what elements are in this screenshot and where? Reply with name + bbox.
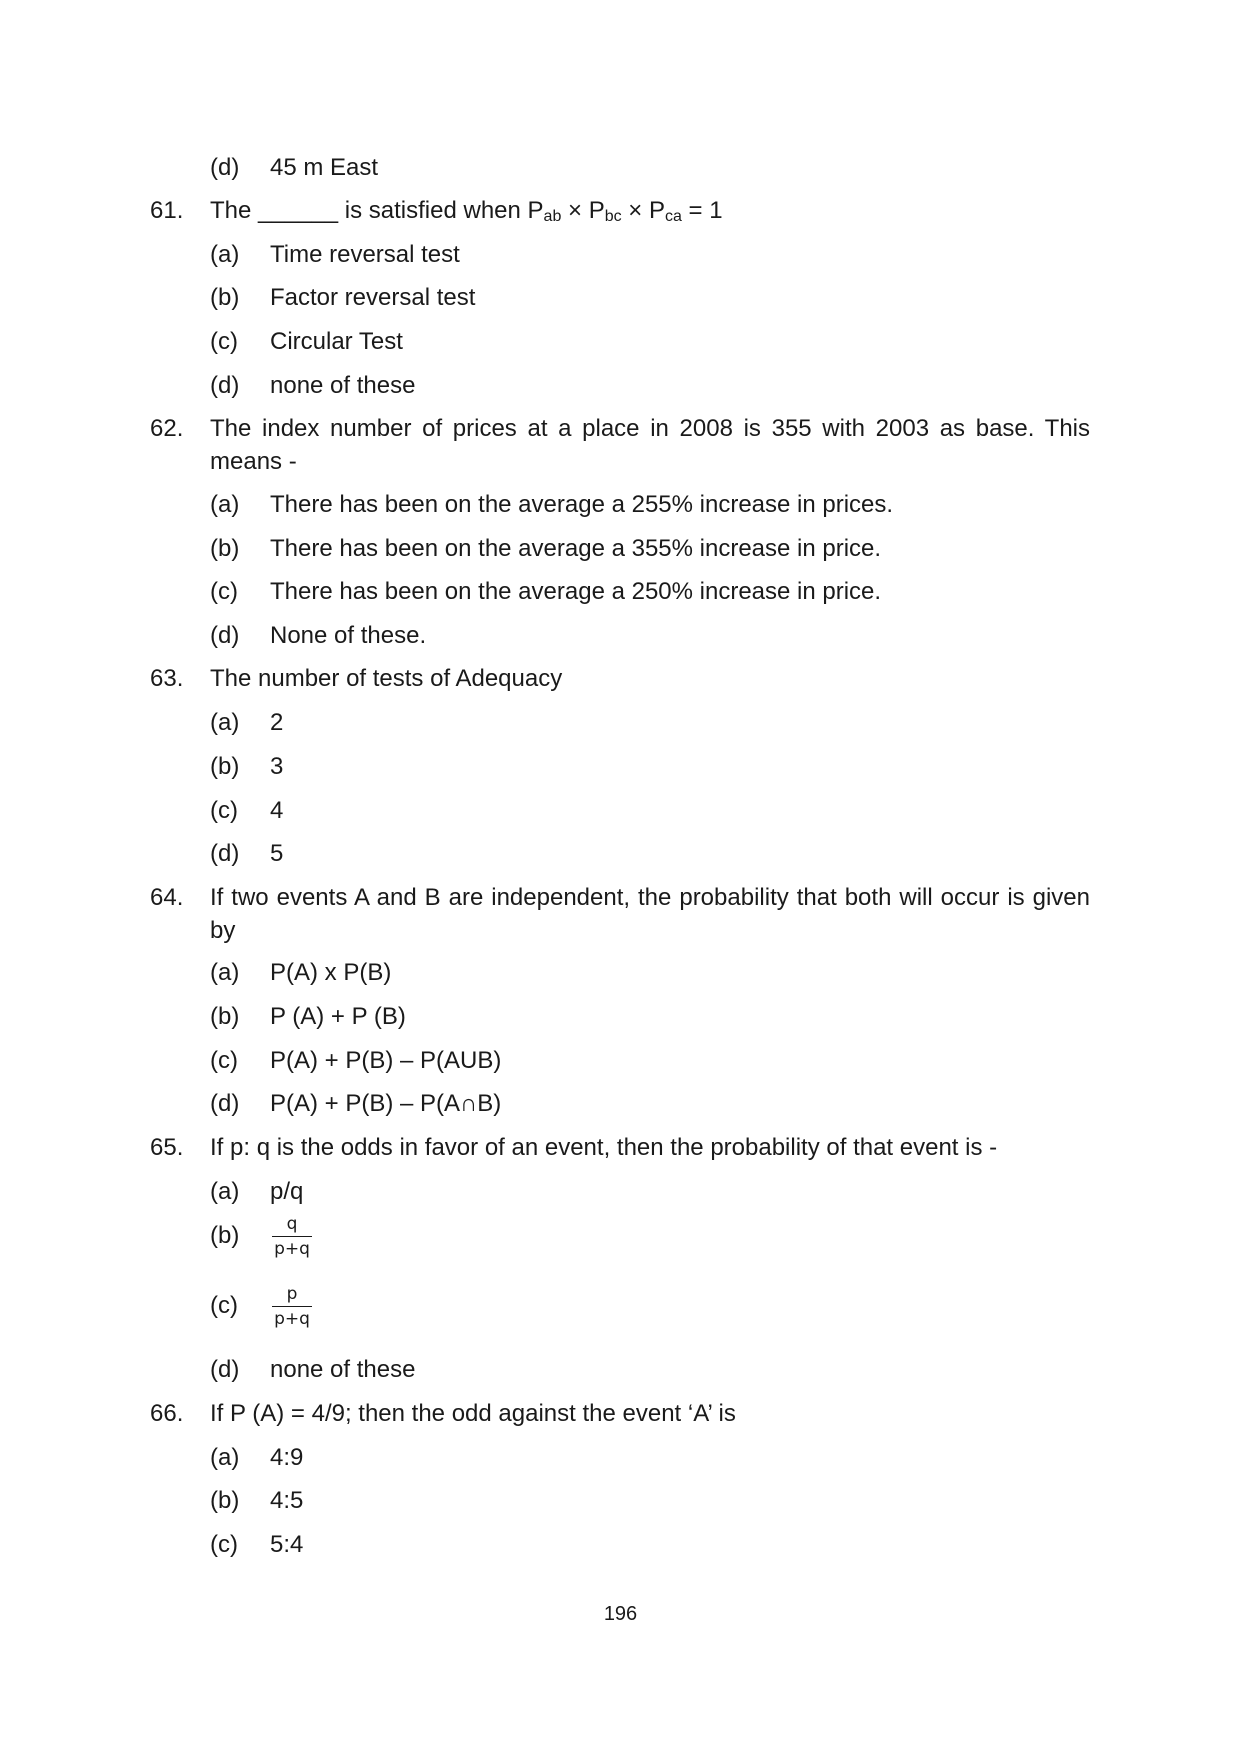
option-text: Factor reversal test (270, 284, 476, 311)
option-label: (d) (210, 1356, 240, 1383)
fraction-numerator: q (286, 1214, 298, 1234)
question-number: 65. (150, 1134, 184, 1161)
option-label: (b) (210, 284, 240, 311)
fraction (272, 1284, 312, 1329)
question-text: The number of tests of Adequacy (210, 665, 563, 692)
fraction (272, 1214, 312, 1259)
option-text: P (A) + P (B) (270, 1003, 406, 1030)
option-label: (d) (210, 372, 240, 399)
option-text: none of these (270, 372, 416, 399)
question-number: 66. (150, 1400, 184, 1427)
option-text: P(A) x P(B) (270, 959, 392, 986)
option-label: (b) (210, 1222, 240, 1249)
fraction-bar (272, 1306, 312, 1307)
question-text: If p: q is the odds in favor of an event, then the probability of that event is - (210, 1134, 998, 1161)
option-label: (c) (210, 328, 238, 355)
option-text: 3 (270, 753, 284, 780)
option-text: There has been on the average a 355% increase in price. (270, 535, 882, 562)
option-text: 2 (270, 709, 284, 736)
fraction-bar (272, 1236, 312, 1237)
option-label: (b) (210, 1487, 240, 1514)
question-number: 64. (150, 884, 184, 911)
option-text: P(A) + P(B) – P(AUB) (270, 1047, 502, 1074)
option-text: Time reversal test (270, 241, 460, 268)
question-text: The index number of prices at a place in 2008 is 355 with 2003 as base. This means - (210, 415, 1090, 475)
option-text: 45 m East (270, 154, 379, 181)
option-text: None of these. (270, 622, 427, 649)
option-label: (b) (210, 753, 240, 780)
option-text: There has been on the average a 255% increase in prices. (270, 491, 894, 518)
option-label: (d) (210, 1090, 240, 1117)
option-label: (b) (210, 535, 240, 562)
option-text: 4:9 (270, 1444, 304, 1471)
option-label: (b) (210, 1003, 240, 1030)
fraction-denominator: p+q (274, 1239, 310, 1259)
option-label: (a) (210, 1178, 240, 1205)
option-label: (a) (210, 491, 240, 518)
option-label: (c) (210, 1047, 238, 1074)
option-text: 5:4 (270, 1531, 304, 1558)
option-label: (c) (210, 1531, 238, 1558)
option-text: There has been on the average a 250% increase in price. (270, 578, 882, 605)
question-text: If two events A and B are independent, the probability that both will occur is given by (210, 884, 1090, 944)
option-label: (c) (210, 578, 238, 605)
option-label: (a) (210, 709, 240, 736)
question-number: 61. (150, 197, 184, 224)
question-text: If P (A) = 4/9; then the odd against the event ‘A’ is (210, 1400, 736, 1427)
option-text: 4 (270, 797, 284, 824)
option-label: (d) (210, 154, 240, 181)
option-text: none of these (270, 1356, 416, 1383)
option-label: (a) (210, 241, 240, 268)
option-label: (d) (210, 840, 240, 867)
page-number: 196 (603, 1603, 638, 1625)
option-text: 4:5 (270, 1487, 304, 1514)
option-text: p/q (270, 1178, 304, 1205)
option-label: (c) (210, 1292, 238, 1319)
question-text: The ______ is satisfied when Pab × Pbc × Pca = 1 (210, 197, 723, 225)
fraction-numerator: p (286, 1284, 298, 1304)
fraction-denominator: p+q (274, 1309, 310, 1329)
option-text: Circular Test (270, 328, 403, 355)
option-label: (a) (210, 959, 240, 986)
option-text: P(A) + P(B) – P(A∩B) (270, 1090, 502, 1117)
question-number: 62. (150, 415, 184, 442)
option-label: (a) (210, 1444, 240, 1471)
option-text: 5 (270, 840, 284, 867)
option-label: (d) (210, 622, 240, 649)
option-label: (c) (210, 797, 238, 824)
question-number: 63. (150, 665, 184, 692)
